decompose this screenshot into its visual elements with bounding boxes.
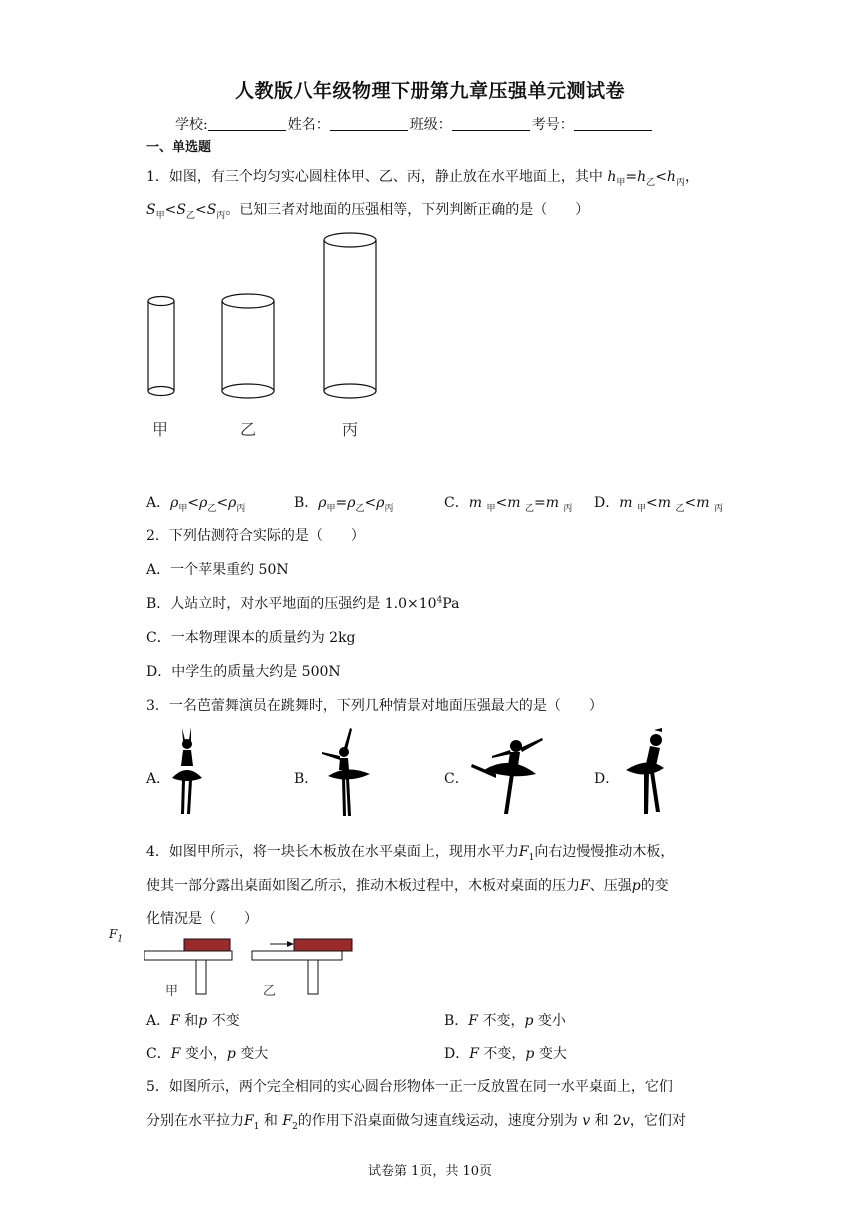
cylinder-jia-top [148, 297, 174, 306]
sub: 乙 [185, 210, 195, 221]
ballerina-d-image[interactable] [618, 728, 668, 818]
q1-stem-line1: 1．如图，有三个均匀实心圆柱体甲、乙、丙，静止放在水平地面上，其中 $h_甲=h_乙<h_丙$， [146, 169, 699, 188]
sub: 甲 [155, 210, 165, 221]
school-blank [208, 116, 286, 131]
q2-option-b[interactable]: B．人站立时，对水平地面的压强约是 $1.0\times 10^4Pa$ [146, 595, 460, 612]
h-var: h [666, 169, 676, 185]
q1-option-c[interactable]: C．m $_甲$<m $_乙$=m $_丙$ [444, 495, 573, 514]
q4-option-d[interactable]: D．F 不变，p 变大 [444, 1046, 567, 1062]
cylinders-figure [140, 228, 400, 448]
q1-option-b[interactable]: B．$\rho_甲=\rho_乙<\rho_丙$ [294, 495, 394, 514]
ballerina-b-image[interactable] [316, 726, 376, 820]
fig-label-jia-q4: 甲 [165, 984, 179, 999]
page-title: 人教版八年级物理下册第九章压强单元测试卷 [234, 80, 625, 102]
fig-label-jia: 甲 [152, 420, 169, 439]
name-label: 姓名： [287, 117, 330, 133]
section-heading: 一、单选题 [146, 140, 212, 155]
table-top-jia [144, 951, 232, 960]
board-jia [184, 939, 230, 951]
cylinder-yi-top [222, 294, 274, 308]
cylinder-jia-bottom [148, 387, 174, 396]
q4-stem-line2: 使其一部分露出桌面如图乙所示，推动木板过程中，木板对桌面的压力F、压强p的变 [146, 878, 669, 894]
cylinder-bing-top [324, 233, 376, 247]
op: < [164, 202, 177, 218]
q1-option-d[interactable]: D．m $_甲$<m $_乙$<m $_丙$ [594, 495, 723, 514]
cylinder-yi-bottom [222, 384, 274, 398]
q4-stem-line3: 化情况是（ ） [146, 911, 258, 927]
q2-option-c[interactable]: C．一本物理课本的质量约为 2kg [146, 630, 356, 646]
page-footer: 试卷第 1页，共 10页 [367, 1164, 493, 1179]
sub: 乙 [646, 177, 656, 188]
fig-label-yi-q4: 乙 [263, 984, 277, 999]
student-info-line [175, 114, 654, 134]
q5-stem-line2: 分别在水平拉力$F_1$ 和 $F_2$的作用下沿桌面做匀速直线运动，速度分别为 v 和 2v，它们对 [146, 1113, 686, 1132]
q1-text: 1．如图，有三个均匀实心圆柱体甲、乙、丙，静止放在水平地面上，其中 [146, 169, 603, 185]
sub: 丙 [216, 210, 226, 221]
q1-option-a[interactable]: A．$\rho_甲<\rho_乙<\rho_丙$ [146, 495, 246, 514]
q2-option-a[interactable]: A．一个苹果重约 50N [146, 562, 289, 578]
op: < [194, 202, 207, 218]
q1-stem-line2 [146, 199, 589, 221]
sub: 甲 [616, 177, 626, 188]
cylinder-bing-bottom [324, 384, 376, 398]
ballerina-a-image[interactable] [162, 726, 212, 820]
s-var: S [176, 202, 186, 218]
q5-stem-line1: 5．如图所示，两个完全相同的实心圆台形物体一正一反放置在同一水平桌面上，它们 [146, 1079, 673, 1095]
sub: 丙 [675, 177, 685, 188]
q2-option-d[interactable]: D．中学生的质量大约是 500N [146, 664, 341, 680]
exam-no-label: 考号： [531, 117, 574, 133]
q2-stem: 2．下列估测符合实际的是（ ） [146, 528, 365, 544]
s-var: S [146, 202, 156, 218]
op: = [625, 169, 638, 185]
fig-label-bing: 丙 [342, 420, 359, 439]
table-leg-jia [196, 960, 206, 994]
q4-stem-line1: 4．如图甲所示，将一块长木板放在水平桌面上，现用水平力$F_1$向右边慢慢推动木板， [146, 844, 675, 863]
op: < [655, 169, 667, 185]
q4-option-b[interactable]: B．F 不变，p 变小 [444, 1013, 566, 1029]
q3-stem: 3．一名芭蕾舞演员在跳舞时，下列几种情景对地面压强最大的是（ ） [146, 698, 603, 714]
table-leg-yi [308, 960, 318, 994]
fig-label-yi: 乙 [240, 420, 257, 439]
force-label: $F_1$ [109, 927, 124, 945]
class-blank [452, 116, 530, 131]
school-label: 学校: [175, 117, 208, 133]
q3-option-c-label[interactable]: C． [444, 771, 469, 787]
class-label: 班级： [409, 117, 452, 133]
q4-option-a[interactable]: A．F 和p 不变 [146, 1013, 240, 1029]
q3-option-d-label[interactable]: D． [594, 771, 620, 787]
s-var: S [206, 202, 217, 218]
q4-option-c[interactable]: C．F 变小，p 变大 [146, 1046, 269, 1062]
q3-option-b-label[interactable]: B． [294, 771, 319, 787]
h-var: h [637, 169, 647, 185]
exam-no-blank [574, 116, 652, 131]
force-arrowhead [287, 941, 294, 947]
table-top-yi [252, 951, 342, 960]
name-blank [330, 116, 408, 131]
q1-text: 。已知三者对地面的压强相等，下列判断正确的是（ ） [225, 202, 590, 218]
h-var: h [607, 169, 617, 185]
q3-option-a-label[interactable]: A． [146, 771, 171, 787]
board-yi [294, 939, 352, 951]
ballerina-c-image[interactable] [466, 734, 546, 818]
